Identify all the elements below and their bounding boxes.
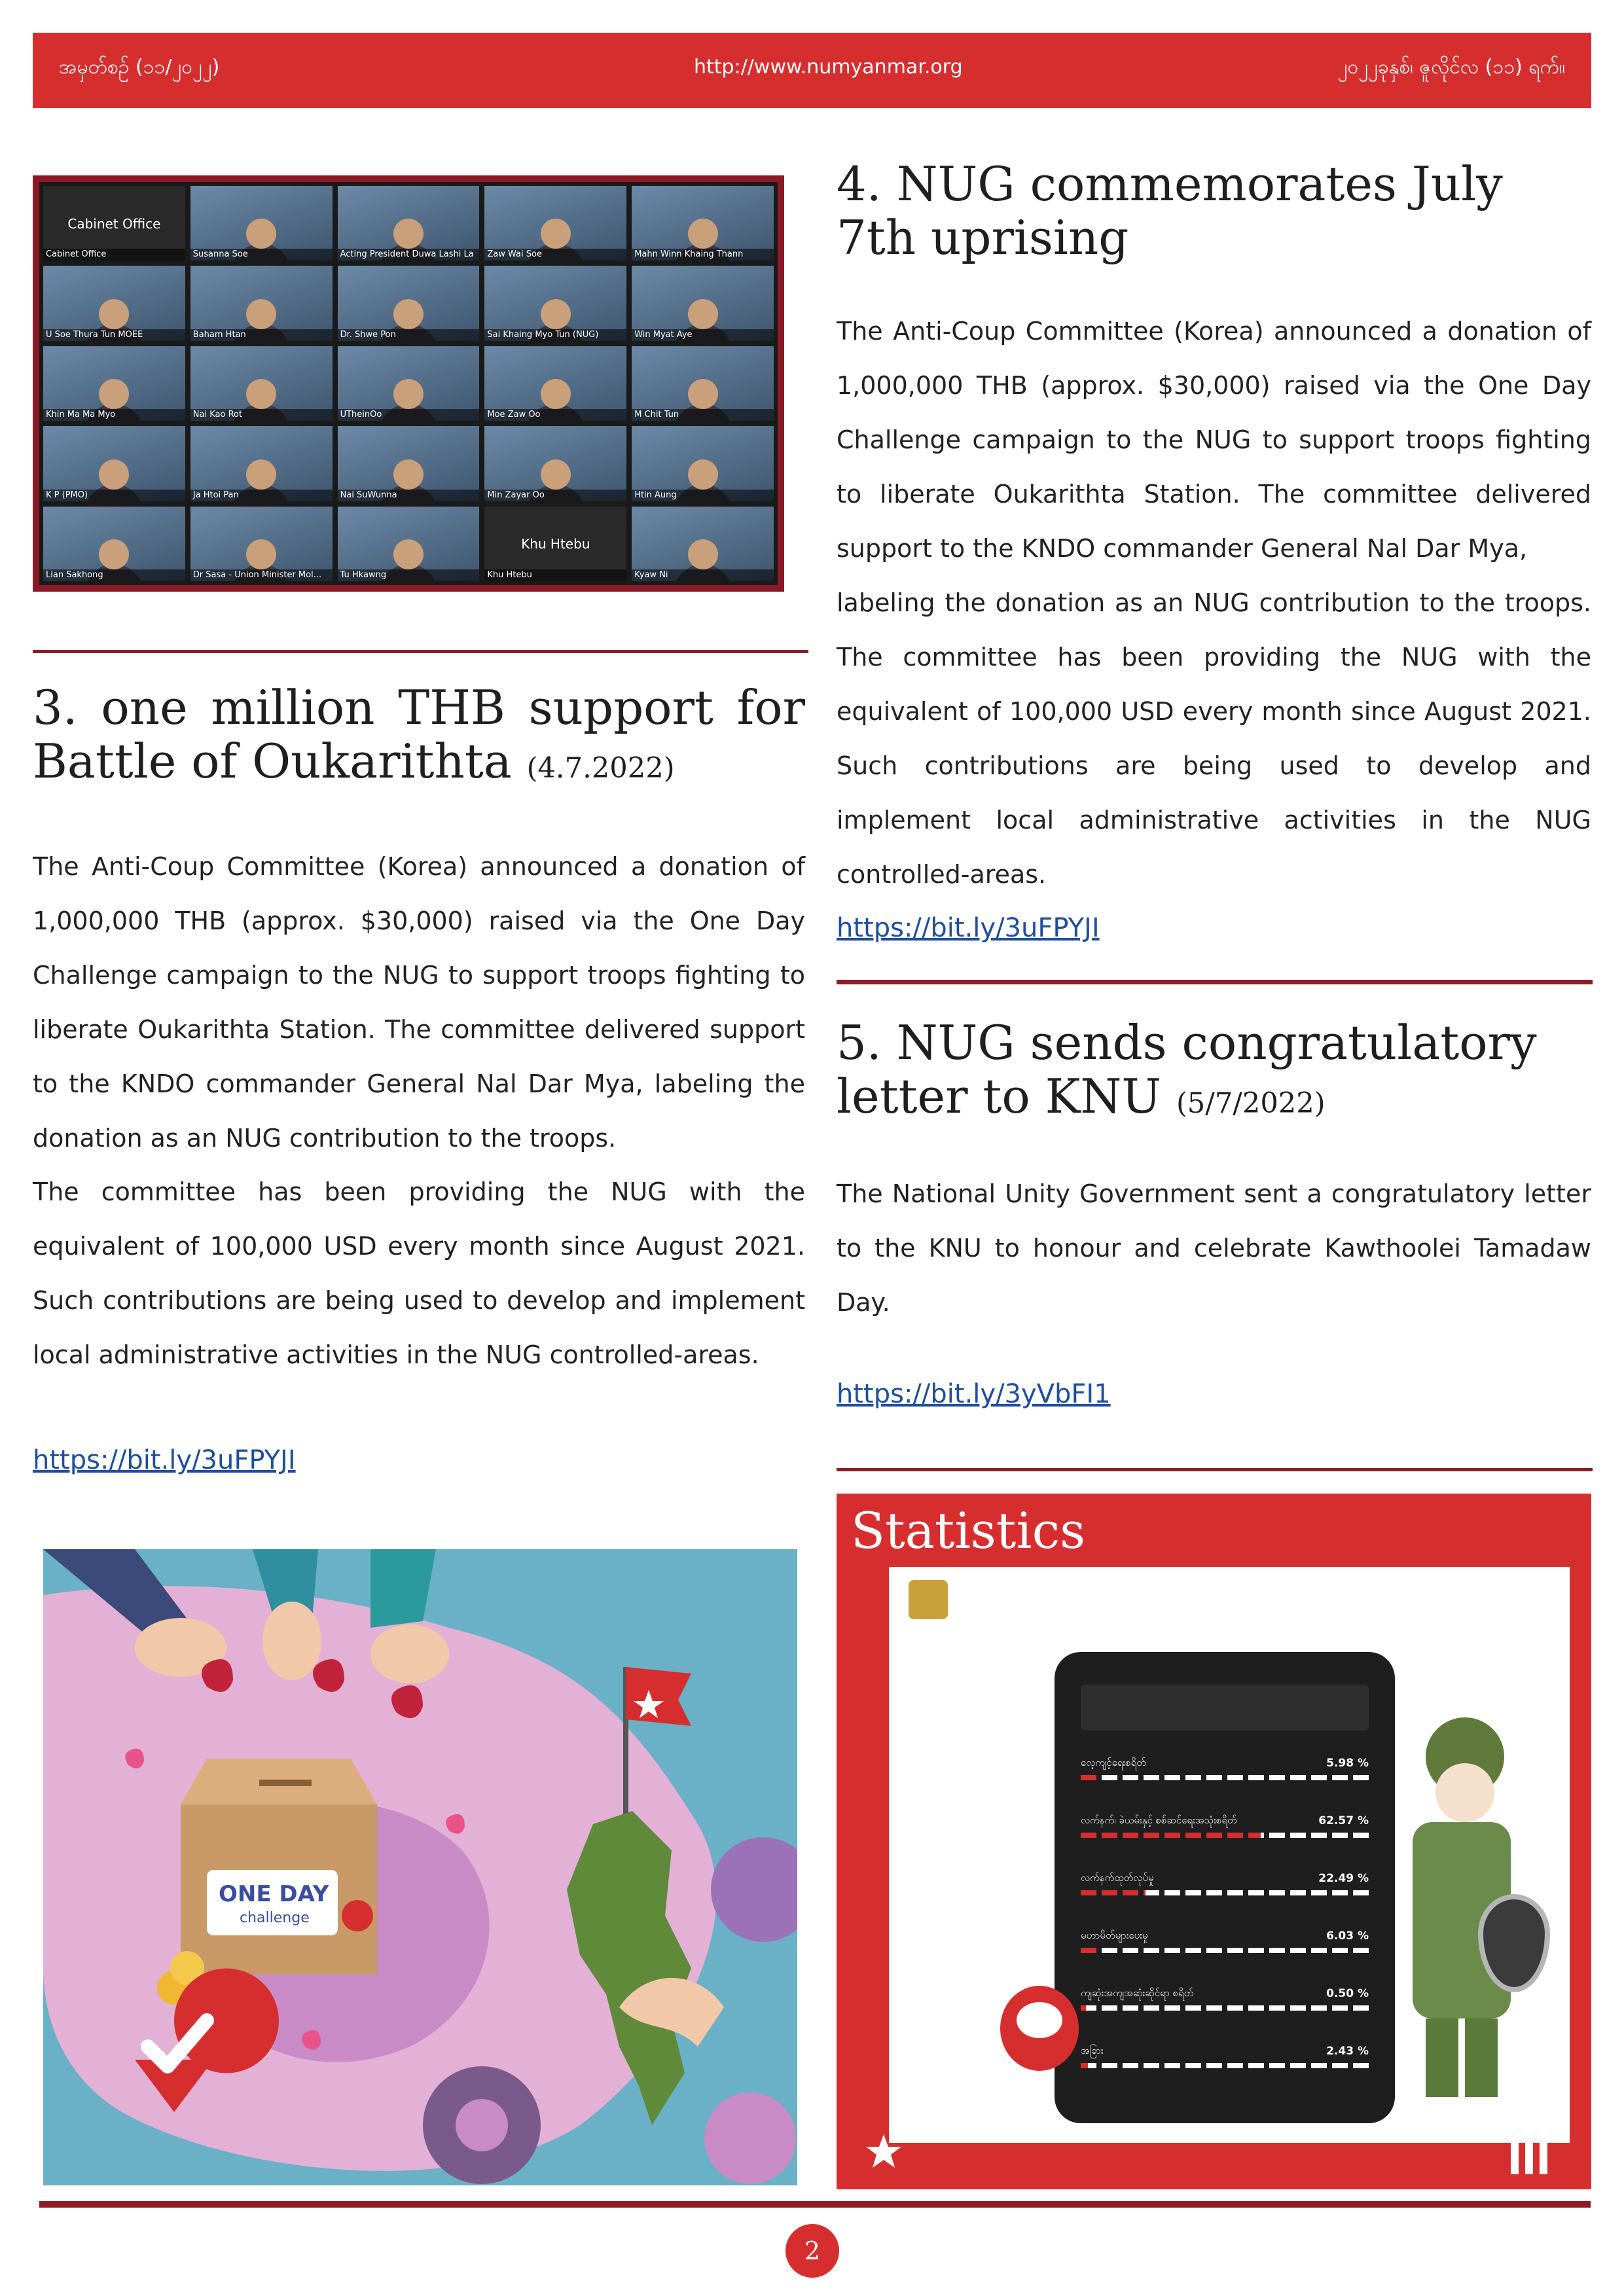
participant-name: UTheinOo	[338, 409, 480, 421]
participant-name: Dr. Shwe Pon	[338, 329, 480, 341]
star-icon	[864, 2132, 903, 2171]
meeting-grid	[39, 182, 778, 585]
section5-link[interactable]: https://bit.ly/3yVbFI1	[837, 1379, 1111, 1409]
section-divider	[837, 980, 1593, 984]
one-day-challenge-illustration	[43, 1549, 797, 2185]
participant-avatar	[688, 539, 718, 569]
statistics-card	[889, 1567, 1570, 2143]
stat-row	[1081, 2045, 1369, 2071]
page-number: 2	[785, 2224, 839, 2278]
section3-paragraph-1: The Anti-Coup Committee (Korea) announced a donation of 1,000,000 THB (approx. $30,000) raised via the One Day Challenge campaign to the NUG to support troops fighting to liberate Oukarithta Station. The committee delivered support to the KNDO commander General Nal Dar Mya, labeling the donation as an NUG contribution to the troops.	[33, 852, 805, 1153]
box-label-challenge: challenge	[240, 1910, 310, 1926]
participant-name: Kyaw Ni	[632, 569, 774, 581]
meeting-participant-tile	[43, 507, 185, 581]
soldier-face-icon	[1435, 1763, 1494, 1822]
meeting-participant-tile	[338, 266, 480, 340]
stat-value: 0.50 %	[1326, 1987, 1369, 2000]
stat-bar-fill	[1081, 1948, 1098, 1953]
section3-date: (4.7.2022)	[526, 752, 675, 785]
participant-name: Mahn Winn Khaing Thann	[632, 249, 774, 260]
participant-avatar	[541, 459, 571, 490]
meeting-participant-tile	[190, 266, 333, 340]
phone-header-text-block	[1081, 1685, 1369, 1731]
participant-avatar	[541, 379, 571, 409]
section4-paragraph-1: The Anti-Coup Committee (Korea) announced a donation of 1,000,000 THB (approx. $30,000) raised via the One Day Challenge campaign to the NUG to support troops fighting to liberate Oukarithta Station. The committee delivered support to the KNDO commander General Nal Dar Mya,	[837, 317, 1591, 563]
meeting-participant-tile	[338, 346, 480, 421]
section4-paragraph-2: labeling the donation as an NUG contribution to the troops. The committee has been providing the NUG with the equivalent of 100,000 USD every month since August 2021. Such contributions are being used to develop and implement local administrative activities in the NUG controlled-areas.	[837, 588, 1591, 889]
issue-date: ၂၀၂၂ခုနှစ်၊ ဇူလိုင်လ (၁၁) ရက်။	[1337, 56, 1565, 79]
page-header	[33, 33, 1591, 108]
meeting-participant-tile	[338, 186, 480, 260]
participant-name: Htin Aung	[632, 490, 774, 501]
participant-name: Susanna Soe	[190, 249, 333, 260]
section5-paragraph: The National Unity Government sent a congratulatory letter to the KNU to honour and celebrate Kawthoolei Tamadaw Day.	[837, 1179, 1591, 1317]
stat-row	[1081, 1757, 1369, 1783]
meeting-participant-tile	[43, 266, 185, 340]
participant-name: M Chit Tun	[632, 409, 774, 421]
stat-bar-fill	[1081, 2063, 1088, 2068]
participant-avatar	[393, 379, 424, 409]
stat-bar-track	[1081, 1948, 1369, 1953]
meeting-participant-tile	[43, 426, 185, 501]
decor-bar	[1511, 2142, 1519, 2174]
participant-name: Ja Htoi Pan	[190, 490, 333, 501]
participant-name: Sai Khaing Myo Tun (NUG)	[484, 329, 626, 341]
stat-value: 6.03 %	[1326, 1929, 1369, 1943]
participant-name: Baham Htan	[190, 329, 333, 341]
participant-avatar	[246, 459, 276, 490]
statistics-phone	[1055, 1652, 1395, 2123]
stat-bar-fill	[1081, 1833, 1261, 1838]
stat-bar-fill	[1081, 1775, 1098, 1780]
participant-name: Nai Kao Rot	[190, 409, 333, 421]
stat-row	[1081, 1872, 1369, 1898]
decor-bar	[1540, 2142, 1547, 2174]
participant-avatar	[99, 299, 129, 329]
participant-avatar	[541, 219, 571, 249]
participant-name: U Soe Thura Tun MOEE	[43, 329, 185, 341]
statistics-panel	[837, 1494, 1591, 2189]
stat-label: ကျဆုံးအကျအဆုံးဆိုင်ရာ စရိတ်	[1081, 1987, 1194, 1999]
meeting-participant-tile	[484, 266, 626, 340]
participant-avatar	[393, 299, 424, 329]
participant-big-name: Cabinet Office	[67, 215, 161, 232]
meeting-participant-tile	[43, 186, 185, 260]
participant-avatar	[393, 539, 424, 569]
participant-name: Win Myat Aye	[632, 329, 774, 341]
stat-label: လက်နက်ထုတ်လုပ်မှု	[1081, 1872, 1154, 1884]
participant-name: Acting President Duwa Lashi La	[338, 249, 480, 260]
decor-bar	[1525, 2142, 1533, 2174]
participant-name: Khu Htebu	[484, 569, 626, 581]
participant-name: Lian Sakhong	[43, 569, 185, 581]
participant-avatar	[246, 379, 276, 409]
meeting-participant-tile	[43, 346, 185, 421]
stat-value: 62.57 %	[1318, 1814, 1369, 1827]
website-url[interactable]: http://www.numyanmar.org	[694, 56, 963, 79]
section4-heading: 4. NUG commemorates July 7th uprising	[837, 156, 1503, 265]
meeting-participant-tile	[632, 346, 774, 421]
meeting-participant-tile	[190, 426, 333, 501]
meeting-participant-tile	[190, 186, 333, 260]
box-label-one-day: ONE DAY	[219, 1881, 329, 1907]
participant-avatar	[688, 459, 718, 490]
participant-avatar	[688, 379, 718, 409]
meeting-participant-tile	[632, 426, 774, 501]
issue-number: အမှတ်စဉ် (၁၁/၂၀၂၂)	[59, 56, 220, 79]
illustration-art	[43, 1549, 797, 2185]
participant-name: Tu Hkawng	[338, 569, 480, 581]
meeting-participant-tile	[484, 507, 626, 581]
section4-link[interactable]: https://bit.ly/3uFPYJI	[837, 913, 1100, 943]
participant-name: Moe Zaw Oo	[484, 409, 626, 421]
section3-title: 3. one million THB support for Battle of Oukarithta	[33, 680, 805, 789]
participant-avatar	[246, 539, 276, 569]
stat-row	[1081, 1929, 1369, 1956]
participant-avatar	[688, 299, 718, 329]
meeting-participant-tile	[632, 266, 774, 340]
participant-name: Min Zayar Oo	[484, 490, 626, 501]
stat-value: 5.98 %	[1326, 1757, 1369, 1770]
section3-paragraph-2: The committee has been providing the NUG with the equivalent of 100,000 USD every month since August 2021. Such contributions are being used to develop and implement local administrative activities in the NUG controlled-areas.	[33, 1177, 805, 1369]
stat-bar-track	[1081, 2063, 1369, 2068]
soldier-leg-right-icon	[1465, 2018, 1498, 2097]
participant-avatar	[393, 219, 424, 249]
stat-bar-fill	[1081, 2005, 1086, 2011]
nug-emblem-icon	[909, 1580, 948, 1619]
participant-name: Dr Sasa - Union Minister Mol...	[190, 569, 333, 581]
stat-row	[1081, 1814, 1369, 1840]
participant-name: Khin Ma Ma Myo	[43, 409, 185, 421]
meeting-participant-tile	[190, 507, 333, 581]
footer-rule	[39, 2201, 1591, 2208]
meeting-participant-tile	[632, 186, 774, 260]
section5-heading	[837, 1016, 1596, 1130]
participant-name: Zaw Wai Soe	[484, 249, 626, 260]
participant-name: K P (PMO)	[43, 490, 185, 501]
stat-label: အခြား	[1081, 2045, 1104, 2056]
participant-avatar	[393, 459, 424, 490]
participant-name: Nai SuWunna	[338, 490, 480, 501]
section-divider	[837, 1468, 1593, 1471]
stat-label: လက်နက်၊ ခဲယမ်းနှင့် စစ်ဆင်ရေးအသုံးစရိတ်	[1081, 1814, 1237, 1826]
participant-avatar	[688, 219, 718, 249]
stat-bar-fill	[1081, 1890, 1146, 1895]
participant-avatar	[99, 539, 129, 569]
meeting-participant-tile	[338, 507, 480, 581]
video-meeting-photo	[33, 175, 784, 592]
section3-heading	[33, 681, 805, 795]
section5-date: (5/7/2022)	[1176, 1087, 1326, 1120]
participant-avatar	[99, 459, 129, 490]
stat-bar-track	[1081, 1775, 1369, 1780]
meeting-participant-tile	[484, 346, 626, 421]
stat-label: လေ့ကျင့်ရေးစရိတ်	[1081, 1757, 1146, 1768]
participant-avatar	[246, 219, 276, 249]
participant-avatar	[541, 299, 571, 329]
section-divider	[33, 650, 808, 653]
stat-row	[1081, 1987, 1369, 2013]
participant-name: Cabinet Office	[43, 249, 185, 260]
participant-avatar	[246, 299, 276, 329]
section3-link[interactable]: https://bit.ly/3uFPYJI	[33, 1445, 296, 1475]
meeting-participant-tile	[632, 507, 774, 581]
soldier-leg-left-icon	[1426, 2018, 1458, 2097]
stat-value: 2.43 %	[1326, 2045, 1369, 2058]
participant-big-name: Khu Htebu	[521, 536, 590, 552]
daruma-face-icon	[1017, 2002, 1062, 2038]
stat-label: မဟာမိတ်များပေးမှု	[1081, 1929, 1148, 1941]
meeting-participant-tile	[484, 186, 626, 260]
stat-bar-track	[1081, 2005, 1369, 2011]
meeting-participant-tile	[190, 346, 333, 421]
statistics-title: Statistics	[851, 1501, 1086, 1560]
meeting-participant-tile	[338, 426, 480, 501]
section5-title: 5. NUG sends congratulatory letter to KNU	[837, 1015, 1537, 1124]
stat-value: 22.49 %	[1318, 1872, 1369, 1885]
meeting-participant-tile	[484, 426, 626, 501]
participant-avatar	[99, 379, 129, 409]
